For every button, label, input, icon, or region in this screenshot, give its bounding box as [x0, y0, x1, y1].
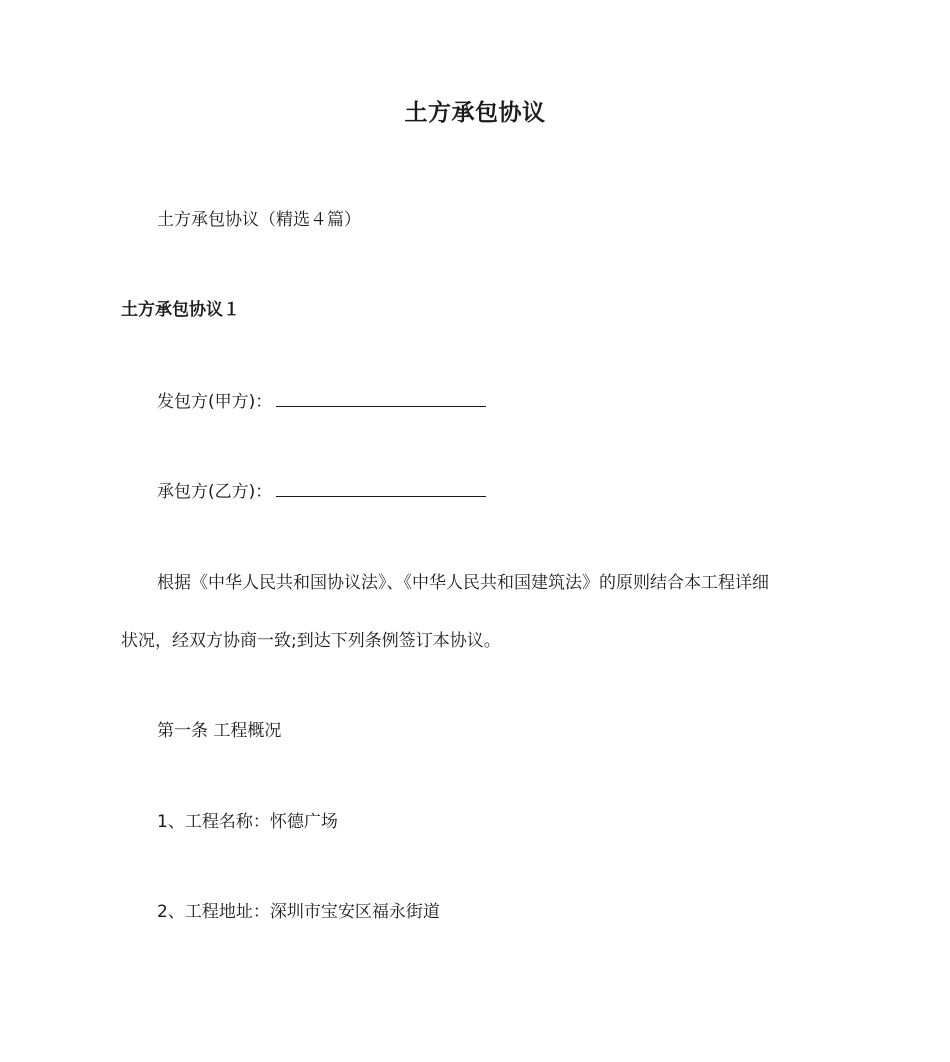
list-item-project-name: 1、工程名称：怀德广场	[157, 812, 338, 832]
party-b-blank	[276, 480, 486, 497]
party-a-label: 发包方(甲方)：	[157, 392, 273, 412]
basis-paragraph-line-1: 根据《中华人民共和国协议法》、《中华人民共和国建筑法》的原则结合本工程详细	[157, 573, 769, 593]
document-title: 土方承包协议	[404, 100, 546, 126]
section-heading: 土方承包协议１	[121, 300, 240, 320]
document-subtitle: 土方承包协议（精选４篇）	[157, 210, 361, 230]
party-b-line	[157, 480, 486, 504]
party-b-label: 承包方(乙方)：	[157, 482, 273, 502]
basis-paragraph-line-2: 状况，经双方协商一致;到达下列条例签订本协议。	[121, 631, 501, 651]
article-1-heading: 第一条 工程概况	[157, 721, 282, 741]
list-item-project-address: 2、工程地址：深圳市宝安区福永街道	[157, 902, 440, 922]
party-a-line	[157, 390, 486, 414]
party-a-blank	[276, 390, 486, 407]
